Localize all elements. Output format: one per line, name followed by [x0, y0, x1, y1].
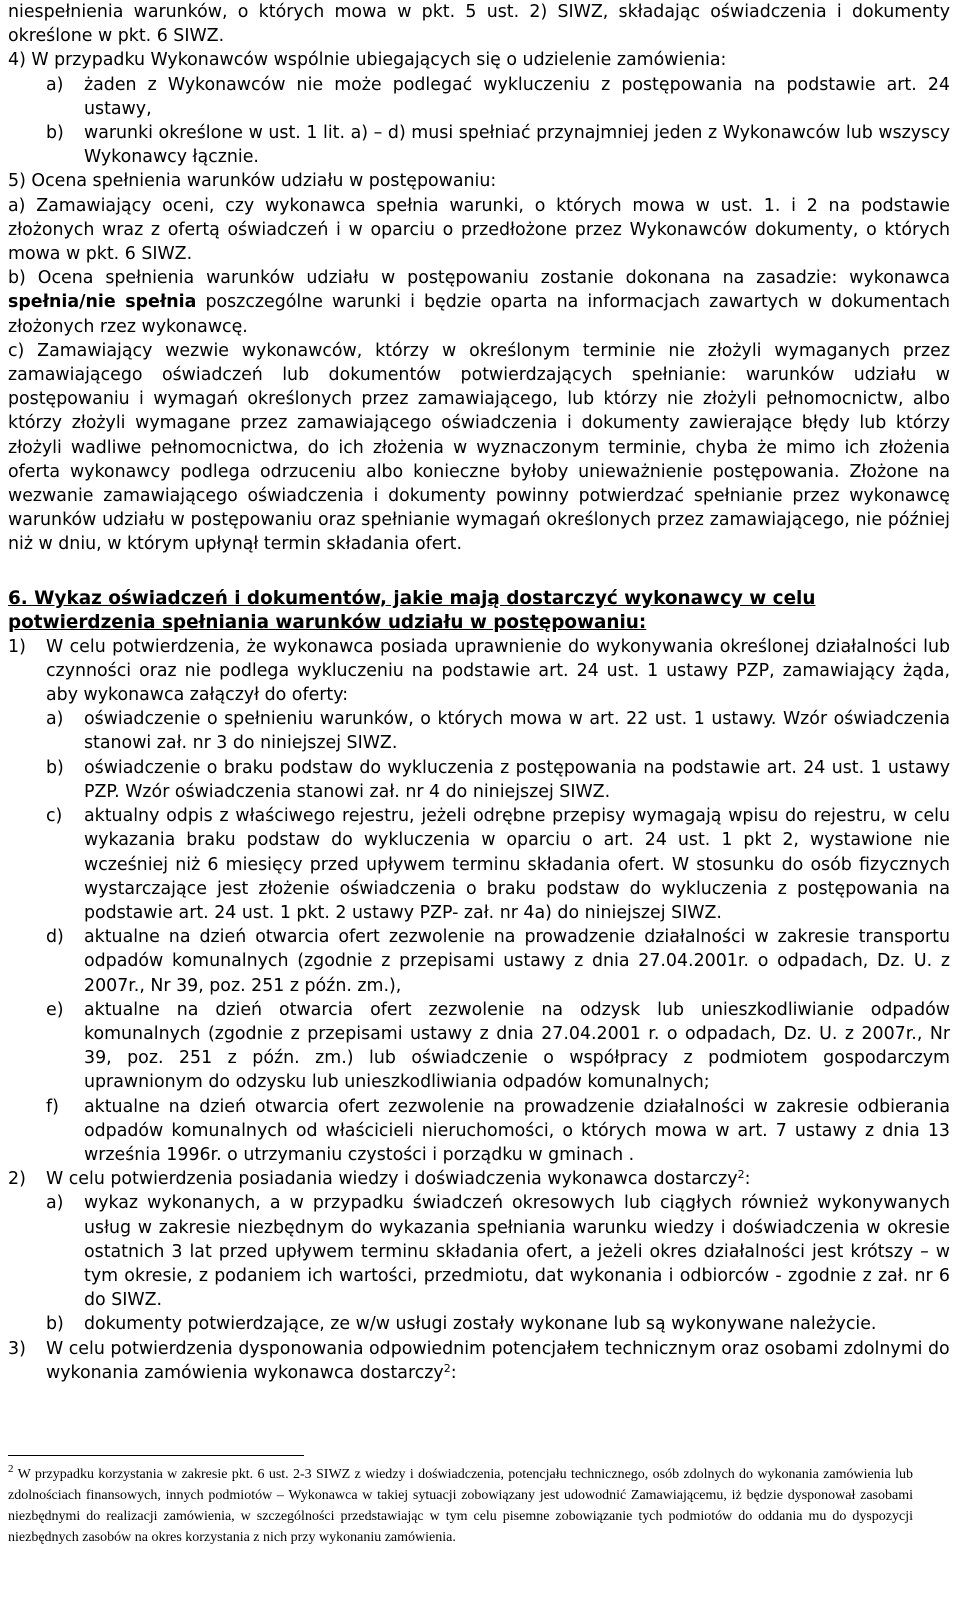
list-label: 3)	[8, 1338, 26, 1359]
point-4-b	[8, 121, 950, 169]
list-text	[46, 1167, 950, 1191]
list-body	[46, 635, 950, 1167]
item-2-text: W celu potwierdzenia posiadania wiedzy i doświadczenia wykonawca dostarczy	[46, 1169, 738, 1190]
section-6-heading: 6. Wykaz oświadczeń i dokumentów, jakie mają dostarczyć wykonawcy w celu potwierdzenia spełniania warunków udziału w postępowaniu:	[8, 587, 816, 633]
item-3-colon: :	[450, 1362, 457, 1383]
list-label: a)	[46, 709, 64, 730]
section-gap	[8, 557, 950, 587]
section-6-item-1-a	[46, 707, 950, 755]
footnote-separator	[8, 1455, 304, 1456]
section-6-item-2	[8, 1167, 950, 1336]
section-6-item-3	[8, 1337, 950, 1385]
list-text: aktualne na dzień otwarcia ofert zezwolenie na prowadzenie działalności w zakresie transportu odpadów komunalnych (zgodnie z przepisami ustawy z dnia 27.04.2001r. o odpadach, Dz. U. z 2007r., Nr 39, poz. 251 z późn. zm.),	[84, 927, 950, 996]
section-6-item-1-b	[46, 756, 950, 804]
list-text: dokumenty potwierdzające, ze w/w usługi zostały wykonane lub są wykonywane należycie.	[84, 1314, 877, 1335]
list-text: wykaz wykonanych, a w przypadku świadczeń okresowych lub ciągłych również wykonywanych usług w zakresie niezbędnym do wykazania spełniania warunku wiedzy i doświadczenia w okresie ostatnich 3 lat przed upływem terminu składania ofert, a jeżeli okres działalności jest krótszy – w tym okresie, z podaniem ich wartości, przedmiotu, dat wykonania i odbiorców - zgodnie z zał. nr 6 do SIWZ.	[84, 1193, 950, 1311]
intro-paragraph: niespełnienia warunków, o których mowa w pkt. 5 ust. 2) SIWZ, składając oświadczenia i dokumenty określone w pkt. 6 SIWZ.	[8, 2, 950, 47]
list-text: aktualne na dzień otwarcia ofert zezwolenie na odzysk lub unieszkodliwianie odpadów komunalnych (zgodnie z przepisami ustawy z dnia 27.04.2001 r. o odpadach, Dz. U. z 2007r., Nr 39, poz. 251 z późn. zm.) lub oświadczenie o współpracy z podmiotem gospodarczym uprawnionym do odzysku lub unieszkodliwiania odpadów komunalnych;	[84, 999, 950, 1093]
point-4-a	[8, 73, 950, 121]
point-5-b-post: poszczególne warunki i będzie oparta na informacjach zawartych w dokumentach złożonych rzez wykonawcę.	[8, 292, 950, 337]
list-label: 2)	[8, 1169, 26, 1190]
list-label: e)	[46, 999, 64, 1020]
list-label: d)	[46, 927, 64, 948]
footnote-mark: 2	[8, 1463, 14, 1475]
list-label: b)	[46, 757, 64, 778]
point-5-b-bold: spełnia/nie spełnia	[8, 292, 197, 313]
list-text: warunki określone w ust. 1 lit. a) – d) musi spełniać przynajmniej jeden z Wykonawców lub wszyscy Wykonawcy łącznie.	[84, 123, 950, 168]
list-body	[46, 1167, 950, 1336]
section-6-item-1	[8, 635, 950, 1167]
point-5-b-pre: b) Ocena spełnienia warunków udziału w postępowaniu zostanie dokonana na zasadzie: wykonawca	[8, 268, 950, 289]
list-label: f)	[46, 1096, 59, 1117]
section-6-item-1-d	[46, 925, 950, 998]
list-text: aktualny odpis z właściwego rejestru, jeżeli odrębne przepisy wymagają wpisu do rejestru, w celu wykazania braku podstaw do wykluczenia w oparciu o art. 24 ust. 1 pkt 2, wystawione nie wcześniej niż 6 miesięcy przed upływem terminu składania ofert. W stosunku do osób fizycznych wystarczające jest złożenie oświadczenia o braku podstaw do wykluczenia z postępowania na podstawie art. 24 ust. 1 pkt. 2 ustawy PZP- zał. nr 4a) do niniejszej SIWZ.	[84, 806, 950, 923]
section-6-item-2-b	[46, 1312, 950, 1336]
point-5-text: 5) Ocena spełnienia warunków udziału w postępowaniu:	[8, 171, 497, 192]
list-label: a)	[46, 74, 64, 95]
footnote	[8, 1464, 913, 1548]
list-label: b)	[46, 1314, 64, 1335]
point-4-text: 4) W przypadku Wykonawców wspólnie ubiegających się o udzielenie zamówienia:	[8, 50, 727, 71]
footnote-text: W przypadku korzystania w zakresie pkt. 6 ust. 2-3 SIWZ z wiedzy i doświadczenia, potencjału technicznego, osób zdolnych do wykonania zamówienia lub zdolnościach finansowych, innych podmiotów – Wykonawca w takiej sytuacji zobowiązany jest udowodnić Zamawiającemu, iż będzie dysponował zasobami niezbędnymi do realizacji zamówienia, w szczególności przedstawiając w tym celu pisemne zobowiązanie tych podmiotów do oddania mu do dyspozycji niezbędnych zasobów na okres korzystania z nich przy wykonaniu zamówienia.	[8, 1467, 913, 1545]
section-6-item-1-e	[46, 998, 950, 1095]
list-text: oświadczenie o braku podstaw do wykluczenia z postępowania na podstawie art. 24 ust. 1 ustawy PZP. Wzór oświadczenia stanowi zał. nr 4 do niniejszej SIWZ.	[84, 757, 950, 802]
list-text: żaden z Wykonawców nie może podlegać wykluczeniu z postępowania na podstawie art. 24 ustawy,	[84, 74, 950, 119]
list-body	[46, 1337, 950, 1385]
list-label: b)	[46, 123, 64, 144]
item-3-text: W celu potwierdzenia dysponowania odpowiednim potencjałem technicznym oraz osobami zdolnymi do wykonania zamówienia wykonawca dostarczy	[46, 1338, 950, 1383]
list-label: c)	[46, 806, 63, 827]
point-5-b	[8, 266, 950, 339]
list-text: aktualne na dzień otwarcia ofert zezwolenie na prowadzenie działalności w zakresie odbierania odpadów komunalnych od właścicieli nieruchomości, o których mowa w art. 7 ustawy z dnia 13 września 1996r. o utrzymaniu czystości i porządku w gminach .	[84, 1096, 950, 1165]
section-6-item-1-f	[46, 1095, 950, 1168]
list-text: oświadczenie o spełnieniu warunków, o których mowa w art. 22 ust. 1 ustawy. Wzór oświadczenia stanowi zał. nr 3 do niniejszej SIWZ.	[84, 709, 950, 754]
section-6-item-1-c	[46, 804, 950, 925]
footnote-ref[interactable]: 2	[443, 1361, 451, 1375]
point-5-c: c) Zamawiający wezwie wykonawców, którzy w określonym terminie nie złożyli wymaganych przez zamawiającego oświadczeń lub dokumentów potwierdzających spełnianie: warunków udziału w postępowaniu i wymagań określonych przez zamawiającego, lub którzy nie złożyli pełnomocnictw, albo którzy złożyli wymagane przez zamawiającego oświadczenia i dokumenty zawierające błędy lub którzy złożyli wadliwe pełnomocnictwa, do ich złożenia w wyznaczonym terminie, chyba że mimo ich złożenia oferta wykonawcy podlega odrzuceniu albo konieczne byłoby unieważnienie postępowania. Złożone na wezwanie zamawiającego oświadczenia i dokumenty powinny potwierdzać spełnianie przez wykonawcę warunków udziału w postępowaniu oraz spełnianie wymagań określonych przez zamawiającego, nie później niż w dniu, w którym upłynął termin składania ofert.	[8, 340, 950, 555]
section-6-item-2-a	[46, 1191, 950, 1312]
footnote-ref[interactable]: 2	[737, 1168, 745, 1182]
item-2-colon: :	[744, 1169, 751, 1190]
point-5-a: a) Zamawiający oceni, czy wykonawca spełnia warunki, o których mowa w ust. 1. i 2 na podstawie złożonych wraz z ofertą oświadczeń i w oparciu o przedłożone przez Wykonawców dokumenty, o których mowa w pkt. 6 SIWZ.	[8, 195, 950, 265]
list-label: 1)	[8, 636, 26, 657]
list-text: W celu potwierdzenia, że wykonawca posiada uprawnienie do wykonywania określonej działalności lub czynności oraz nie podlega wykluczeniu na podstawie art. 24 ust. 1 ustawy PZP, zamawiający żąda, aby wykonawca załączył do oferty:	[46, 636, 950, 706]
list-label: a)	[46, 1193, 64, 1214]
